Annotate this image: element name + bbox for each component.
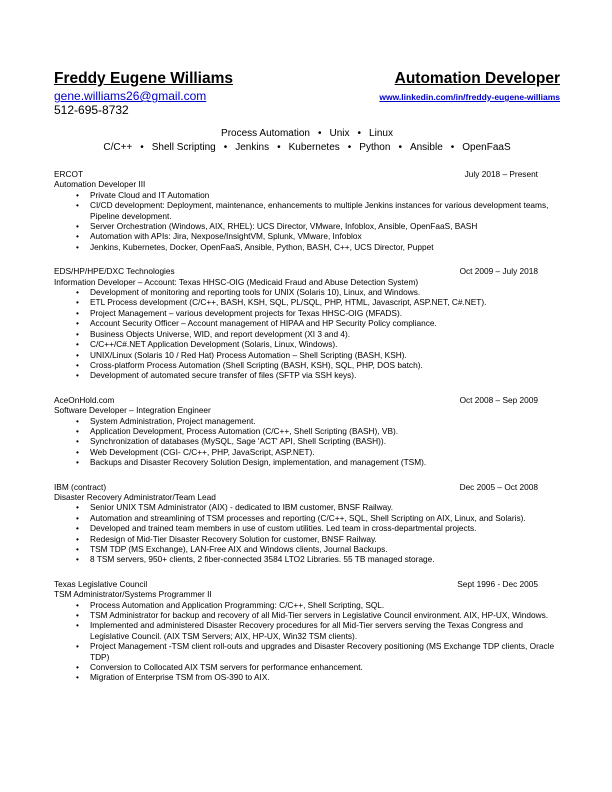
- skill-item: Shell Scripting: [151, 142, 216, 153]
- skill-item: Unix: [329, 128, 350, 139]
- job-bullet: • Conversion to Collocated AIX TSM servers for performance enhancement.: [90, 662, 560, 672]
- job-bullet-list: [54, 600, 560, 683]
- job-entry: [54, 482, 560, 565]
- skill-separator: •: [223, 142, 228, 153]
- job-bullet: • 8 TSM servers, 950+ clients, 2 fiber-connected 3584 LTO2 Libraries. 55 TB managed storage.: [90, 554, 560, 564]
- job-bullet: • Server Orchestration (Windows, AIX, RHEL): UCS Director, VMware, Infoblox, Ansible, OpenFaaS, BASH: [90, 221, 560, 231]
- job-bullet: • Project Management – various development projects for Texas HHSC-OIG (MFADS).: [90, 308, 560, 318]
- job-dates: Dec 2005 – Oct 2008: [459, 481, 538, 492]
- resume-page: [54, 70, 560, 683]
- skills-section: [54, 127, 560, 155]
- job-bullet: • Development of monitoring and reporting tools for UNIX (Solaris 10), Linux, and Windows.: [90, 287, 560, 297]
- company-name: EDS/HP/HPE/DXC Technologies: [54, 266, 175, 277]
- skill-item: Process Automation: [221, 128, 310, 139]
- job-bullet: • Process Automation and Application Programming: C/C++, Shell Scripting, SQL.: [90, 600, 560, 610]
- job-header: [54, 266, 538, 276]
- job-bullet: • Business Objects Universe, WID, and report development (XI 3 and 4).: [90, 329, 560, 339]
- job-role: Automation Developer III: [54, 179, 146, 190]
- job-bullet-list: [54, 190, 560, 252]
- skill-item: Jenkins: [235, 142, 270, 153]
- skill-item: Kubernetes: [288, 142, 340, 153]
- skill-item: OpenFaaS: [462, 142, 511, 153]
- job-bullet: • System Administration, Project management.: [90, 416, 560, 426]
- job-bullet: • Migration of Enterprise TSM from OS-390 to AIX.: [90, 672, 560, 682]
- job-bullet: • Development of automated secure transfer of files (SFTP via SSH keys).: [90, 370, 560, 380]
- job-bullet: • Automation and streamlining of TSM processes and reporting (C/C++, SQL, Shell Scripting on AIX, Linux, and Solaris).: [90, 513, 560, 523]
- job-bullet: • Application Development, Process Automation (C/C++, Shell Scripting (BASH), VB).: [90, 426, 560, 436]
- job-header: [54, 579, 538, 589]
- resume-header: [54, 70, 560, 88]
- candidate-name: Freddy Eugene Williams: [54, 70, 234, 87]
- job-bullet: • Account Security Officer – Account management of HIPAA and HP Security Policy compliance.: [90, 318, 560, 328]
- job-bullet: • Senior UNIX TSM Administrator (AIX) - dedicated to IBM customer, BNSF Railway.: [90, 502, 560, 512]
- skill-item: Linux: [369, 128, 393, 139]
- skill-separator: •: [140, 142, 144, 153]
- skill-item: C/C++: [103, 142, 133, 153]
- job-role: TSM Administrator/Systems Programmer II: [54, 589, 212, 600]
- contact-line: [54, 89, 560, 103]
- skill-separator: •: [347, 142, 352, 153]
- job-bullet: • Web Development (CGI- C/C++, PHP, JavaScript, ASP.NET).: [90, 447, 560, 457]
- job-role: Software Developer – Integration Engineer: [54, 405, 211, 416]
- job-bullet: • Cross-platform Process Automation (Shell Scripting (BASH, KSH), SQL, PHP, DOS batch).: [90, 360, 560, 370]
- experience-section: [54, 169, 560, 683]
- job-bullet: • Private Cloud and IT Automation: [90, 190, 560, 200]
- job-title-heading: Automation Developer: [394, 70, 560, 87]
- company-name: AceOnHold.com: [54, 394, 115, 405]
- job-bullet: • Jenkins, Kubernetes, Docker, OpenFaaS, Ansible, Python, BASH, C++, UCS Director, Puppet: [90, 242, 560, 252]
- skill-separator: •: [357, 128, 362, 139]
- job-entry: [54, 395, 560, 468]
- job-entry: [54, 169, 560, 252]
- skill-item: Python: [359, 142, 391, 153]
- skills-row-1: [54, 127, 560, 141]
- job-bullet: • Project Management -TSM client roll-outs and upgrades and Disaster Recovery positioning (MS Exchange TDP clients, Oracle TDP): [90, 641, 560, 662]
- job-bullet-list: [54, 416, 560, 468]
- job-dates: Oct 2009 – July 2018: [459, 266, 538, 277]
- job-dates: Oct 2008 – Sep 2009: [459, 394, 538, 405]
- job-bullet: • TSM Administrator for backup and recovery of all Mid-Tier servers in Legislative Council environment. AIX, HP-UX, Windows.: [90, 610, 560, 620]
- job-header: [54, 395, 538, 405]
- company-name: Texas Legislative Council: [54, 578, 148, 589]
- company-name: IBM (contract): [54, 481, 107, 492]
- job-bullet: • ETL Process development (C/C++, BASH, KSH, SQL, PL/SQL, PHP, HTML, Javascript, ASP.NET, C#.NET).: [90, 297, 560, 307]
- skill-item: Ansible: [409, 142, 443, 153]
- job-bullet-list: [54, 502, 560, 564]
- job-entry: [54, 266, 560, 380]
- linkedin-link[interactable]: www.linkedin.com/in/freddy-eugene-williams: [379, 92, 560, 102]
- skill-separator: •: [398, 142, 402, 153]
- job-bullet: • Developed and trained team members in use of custom utilities. Led team in cross-departmental projects.: [90, 523, 560, 533]
- job-bullet: • Redesign of Mid-Tier Disaster Recovery Solution for customer, BNSF Railway.: [90, 534, 560, 544]
- job-bullet: • Automation with APIs: Jira, Nexpose/InsightVM, Splunk, VMware, Infoblox: [90, 231, 560, 241]
- skill-separator: •: [317, 128, 322, 139]
- skill-separator: •: [277, 142, 281, 153]
- phone-number: 512-695-8732: [54, 103, 129, 117]
- job-bullet: • Implemented and administered Disaster Recovery procedures for all Mid-Tier servers serving the Texas Congress and Legislative Council. (AIX TSM Servers; AIX, HP-UX, Win32 TSM clients).: [90, 620, 560, 641]
- job-bullet: • Backups and Disaster Recovery Solution Design, implementation, and management (TSM).: [90, 457, 560, 467]
- skill-separator: •: [450, 142, 455, 153]
- job-bullet-list: [54, 287, 560, 381]
- job-header: [54, 169, 538, 179]
- job-role: Disaster Recovery Administrator/Team Lead: [54, 491, 216, 502]
- job-bullet: • CI/CD development: Deployment, maintenance, enhancements to multiple Jenkins instances for various development teams, Pipeline development.: [90, 200, 560, 221]
- job-role: Information Developer – Account: Texas HHSC-OIG (Medicaid Fraud and Abuse Detection System): [54, 276, 419, 287]
- job-bullet: • C/C++/C#.NET Application Development (Solaris, Linux, Windows).: [90, 339, 560, 349]
- company-name: ERCOT: [54, 169, 84, 179]
- job-bullet: • TSM TDP (MS Exchange), LAN-Free AIX and Windows clients, Journal Backups.: [90, 544, 560, 554]
- job-dates: July 2018 – Present: [464, 169, 538, 179]
- job-bullet: • Synchronization of databases (MySQL, Sage 'ACT' API, Shell Scripting (BASH)).: [90, 436, 560, 446]
- job-dates: Sept 1996 - Dec 2005: [457, 578, 538, 589]
- email-link[interactable]: gene.williams26@gmail.com: [54, 89, 207, 103]
- skills-row-2: [54, 141, 560, 155]
- job-bullet: • UNIX/Linux (Solaris 10 / Red Hat) Process Automation – Shell Scripting (BASH, KSH).: [90, 350, 560, 360]
- job-entry: [54, 579, 560, 683]
- job-header: [54, 482, 538, 492]
